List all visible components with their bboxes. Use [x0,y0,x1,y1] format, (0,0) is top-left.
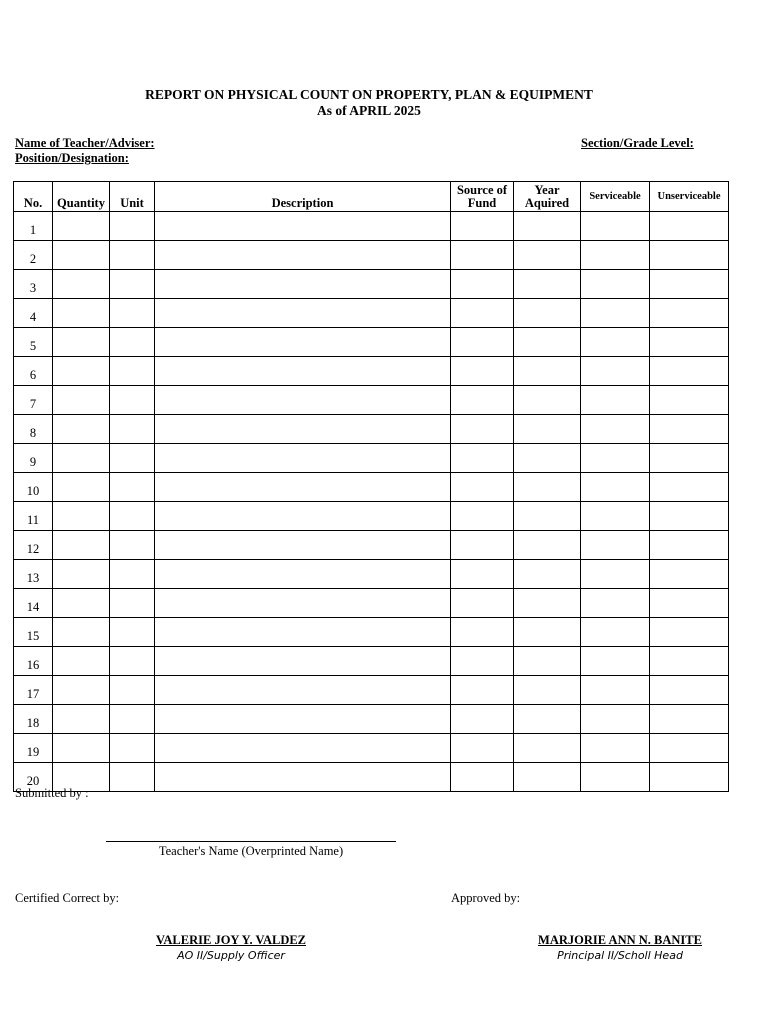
table-row [14,647,729,676]
year-aquired-cell[interactable] [514,415,581,444]
table-row [14,763,729,792]
source-of-fund-cell[interactable] [451,299,514,328]
year-aquired-cell[interactable] [514,241,581,270]
description-cell[interactable] [155,444,451,473]
teacher-name-caption: Teacher's Name (Overprinted Name) [158,844,344,858]
quantity-cell[interactable] [53,241,110,270]
table-body [14,212,729,792]
table-row [14,299,729,328]
year-aquired-cell[interactable] [514,270,581,299]
teacher-signature-line [106,841,396,842]
description-cell[interactable] [155,589,451,618]
description-cell[interactable] [155,386,451,415]
source-of-fund-cell[interactable] [451,705,514,734]
table-row [14,734,729,763]
row-number: 4 [14,299,53,328]
row-number: 9 [14,444,53,473]
quantity-cell[interactable] [53,328,110,357]
year-aquired-cell[interactable] [514,734,581,763]
quantity-cell[interactable] [53,473,110,502]
serviceable-cell[interactable] [581,328,650,357]
source-of-fund-cell[interactable] [451,502,514,531]
unserviceable-cell[interactable] [650,299,729,328]
year-aquired-cell[interactable] [514,705,581,734]
year-aquired-cell[interactable] [514,560,581,589]
description-cell[interactable] [155,676,451,705]
unit-cell[interactable] [110,357,155,386]
quantity-cell[interactable] [53,444,110,473]
source-of-fund-cell[interactable] [451,560,514,589]
year-aquired-cell[interactable] [514,763,581,792]
unserviceable-cell[interactable] [650,357,729,386]
unit-cell[interactable] [110,473,155,502]
source-of-fund-cell[interactable] [451,444,514,473]
serviceable-cell[interactable] [581,502,650,531]
serviceable-cell[interactable] [581,473,650,502]
table-row [14,444,729,473]
row-number: 1 [14,212,53,241]
row-number: 15 [14,618,53,647]
table-row [14,589,729,618]
table-row [14,560,729,589]
serviceable-cell[interactable] [581,618,650,647]
quantity-cell[interactable] [53,270,110,299]
row-number: 18 [14,705,53,734]
description-cell[interactable] [155,270,451,299]
table-row [14,415,729,444]
unserviceable-cell[interactable] [650,241,729,270]
row-number: 5 [14,328,53,357]
header-source-of-fund [451,182,514,212]
unserviceable-cell[interactable] [650,444,729,473]
quantity-cell[interactable] [53,415,110,444]
unserviceable-cell[interactable] [650,676,729,705]
certifier-role: AO II/Supply Officer [177,949,285,962]
year-aquired-cell[interactable] [514,531,581,560]
source-of-fund-cell[interactable] [451,386,514,415]
unserviceable-cell[interactable] [650,415,729,444]
teacher-adviser-label: Name of Teacher/Adviser: [15,136,155,150]
header-serviceable: Serviceable [581,182,650,212]
year-aquired-cell[interactable] [514,386,581,415]
unserviceable-cell[interactable] [650,560,729,589]
table-row [14,328,729,357]
serviceable-cell[interactable] [581,444,650,473]
unit-cell[interactable] [110,734,155,763]
header-quantity: Quantity [53,182,110,212]
description-cell[interactable] [155,299,451,328]
serviceable-cell[interactable] [581,560,650,589]
certifier-name: VALERIE JOY Y. VALDEZ [155,933,307,947]
quantity-cell[interactable] [53,589,110,618]
quantity-cell[interactable] [53,705,110,734]
unit-cell[interactable] [110,299,155,328]
row-number: 17 [14,676,53,705]
row-number: 3 [14,270,53,299]
unit-cell[interactable] [110,212,155,241]
unit-cell[interactable] [110,502,155,531]
serviceable-cell[interactable] [581,705,650,734]
header-year-line2: Aquired [524,196,570,210]
approved-by-label: Approved by: [451,891,521,905]
serviceable-cell[interactable] [581,357,650,386]
description-cell[interactable] [155,328,451,357]
year-aquired-cell[interactable] [514,357,581,386]
table-row [14,618,729,647]
unit-cell[interactable] [110,531,155,560]
report-subtitle: As of APRIL 2025 [317,103,421,118]
description-cell[interactable] [155,502,451,531]
serviceable-cell[interactable] [581,415,650,444]
row-number: 13 [14,560,53,589]
property-count-table [13,181,729,792]
quantity-cell[interactable] [53,299,110,328]
row-number: 8 [14,415,53,444]
year-aquired-cell[interactable] [514,676,581,705]
quantity-cell[interactable] [53,560,110,589]
table-row [14,531,729,560]
year-aquired-cell[interactable] [514,444,581,473]
description-cell[interactable] [155,531,451,560]
description-cell[interactable] [155,618,451,647]
table-row [14,502,729,531]
unit-cell[interactable] [110,560,155,589]
row-number: 16 [14,647,53,676]
approver-role: Principal II/Scholl Head [557,949,683,962]
source-of-fund-cell[interactable] [451,734,514,763]
quantity-cell[interactable] [53,676,110,705]
description-cell[interactable] [155,705,451,734]
serviceable-cell[interactable] [581,647,650,676]
unserviceable-cell[interactable] [650,386,729,415]
year-aquired-cell[interactable] [514,589,581,618]
unserviceable-cell[interactable] [650,328,729,357]
serviceable-cell[interactable] [581,763,650,792]
description-cell[interactable] [155,241,451,270]
header-year-aquired [514,182,581,212]
unit-cell[interactable] [110,444,155,473]
quantity-cell[interactable] [53,618,110,647]
serviceable-cell[interactable] [581,241,650,270]
row-number: 19 [14,734,53,763]
unserviceable-cell[interactable] [650,502,729,531]
submitted-by-label: Submitted by : [15,786,89,800]
serviceable-cell[interactable] [581,386,650,415]
source-of-fund-cell[interactable] [451,212,514,241]
table-row [14,473,729,502]
unserviceable-cell[interactable] [650,647,729,676]
source-of-fund-cell[interactable] [451,241,514,270]
serviceable-cell[interactable] [581,270,650,299]
source-of-fund-cell[interactable] [451,676,514,705]
unit-cell[interactable] [110,241,155,270]
serviceable-cell[interactable] [581,589,650,618]
source-of-fund-cell[interactable] [451,328,514,357]
source-of-fund-cell[interactable] [451,473,514,502]
unserviceable-cell[interactable] [650,618,729,647]
serviceable-cell[interactable] [581,531,650,560]
position-designation-label: Position/Designation: [15,151,129,165]
source-of-fund-cell[interactable] [451,270,514,299]
header-year-line1: Year [534,183,560,197]
row-number: 6 [14,357,53,386]
unit-cell[interactable] [110,618,155,647]
quantity-cell[interactable] [53,531,110,560]
table-row [14,241,729,270]
description-cell[interactable] [155,212,451,241]
table-row [14,212,729,241]
description-cell[interactable] [155,473,451,502]
unserviceable-cell[interactable] [650,734,729,763]
source-of-fund-cell[interactable] [451,415,514,444]
unserviceable-cell[interactable] [650,705,729,734]
certified-correct-label: Certified Correct by: [15,891,120,905]
header-source-line1: Source of [456,183,508,197]
unit-cell[interactable] [110,415,155,444]
row-number: 2 [14,241,53,270]
quantity-cell[interactable] [53,212,110,241]
description-cell[interactable] [155,734,451,763]
table-row [14,386,729,415]
unserviceable-cell[interactable] [650,270,729,299]
unit-cell[interactable] [110,676,155,705]
serviceable-cell[interactable] [581,212,650,241]
source-of-fund-cell[interactable] [451,647,514,676]
header-no: No. [14,182,53,212]
row-number: 11 [14,502,53,531]
unit-cell[interactable] [110,589,155,618]
table-row [14,705,729,734]
approver-name: MARJORIE ANN N. BANITE [538,933,702,947]
row-number: 14 [14,589,53,618]
unit-cell[interactable] [110,270,155,299]
unserviceable-cell[interactable] [650,212,729,241]
table-row [14,270,729,299]
unit-cell[interactable] [110,705,155,734]
quantity-cell[interactable] [53,357,110,386]
serviceable-cell[interactable] [581,676,650,705]
year-aquired-cell[interactable] [514,502,581,531]
unit-cell[interactable] [110,647,155,676]
source-of-fund-cell[interactable] [451,618,514,647]
quantity-cell[interactable] [53,386,110,415]
unserviceable-cell[interactable] [650,763,729,792]
row-number: 20 [14,763,53,792]
year-aquired-cell[interactable] [514,618,581,647]
row-number: 7 [14,386,53,415]
description-cell[interactable] [155,647,451,676]
header-unserviceable: Unserviceable [650,182,729,212]
table-row [14,676,729,705]
unit-cell[interactable] [110,386,155,415]
quantity-cell[interactable] [53,502,110,531]
unserviceable-cell[interactable] [650,531,729,560]
header-source-line2: Fund [467,196,497,210]
source-of-fund-cell[interactable] [451,357,514,386]
table-header-row [14,182,729,212]
source-of-fund-cell[interactable] [451,589,514,618]
header-description: Description [155,182,451,212]
description-cell[interactable] [155,357,451,386]
unit-cell[interactable] [110,763,155,792]
serviceable-cell[interactable] [581,299,650,328]
header-unit: Unit [110,182,155,212]
source-of-fund-cell[interactable] [451,763,514,792]
unserviceable-cell[interactable] [650,473,729,502]
quantity-cell[interactable] [53,734,110,763]
row-number: 12 [14,531,53,560]
year-aquired-cell[interactable] [514,473,581,502]
source-of-fund-cell[interactable] [451,531,514,560]
unserviceable-cell[interactable] [650,589,729,618]
report-title: REPORT ON PHYSICAL COUNT ON PROPERTY, PLAN & EQUIPMENT [145,87,593,102]
year-aquired-cell[interactable] [514,299,581,328]
year-aquired-cell[interactable] [514,212,581,241]
description-cell[interactable] [155,763,451,792]
row-number: 10 [14,473,53,502]
description-cell[interactable] [155,415,451,444]
serviceable-cell[interactable] [581,734,650,763]
unit-cell[interactable] [110,328,155,357]
description-cell[interactable] [155,560,451,589]
table-row [14,357,729,386]
section-grade-level-label: Section/Grade Level: [581,136,694,150]
year-aquired-cell[interactable] [514,328,581,357]
quantity-cell[interactable] [53,647,110,676]
year-aquired-cell[interactable] [514,647,581,676]
